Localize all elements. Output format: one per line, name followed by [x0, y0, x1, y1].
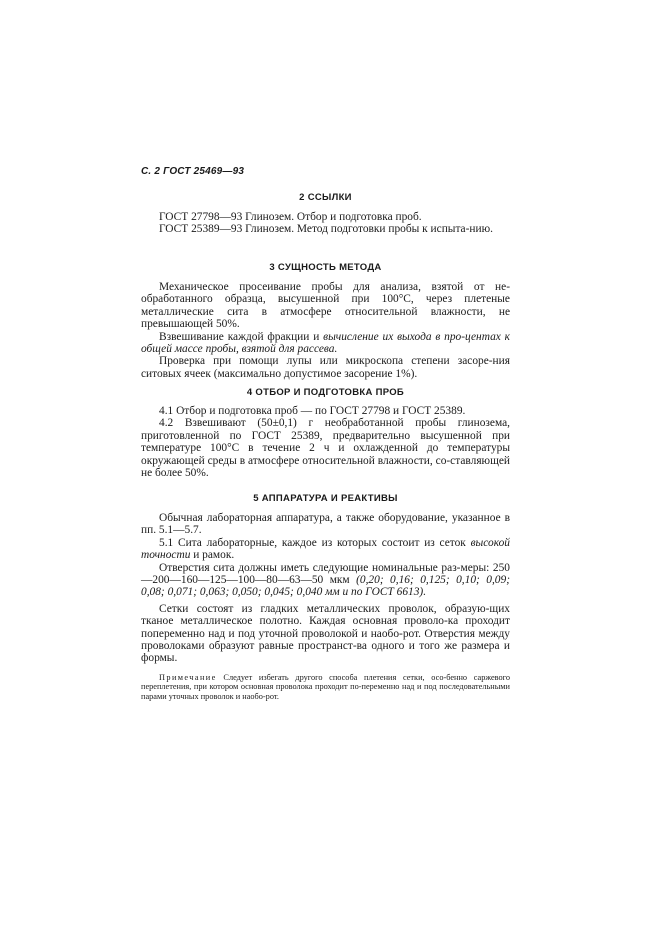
section-3-body: [141, 281, 510, 380]
sieve-sizes-text: Отверстия сита должны иметь следующие номинальные раз-меры: 250—200—160—125—100—80—63—50 мкм: [141, 561, 510, 587]
method-paragraph-2-italic: вычисление их выхода в про-центах к общей массе пробы, взятой для рассева.: [141, 330, 510, 356]
section-5: [141, 493, 510, 504]
clause-4-2: 4.2 Взвешивают (50±0,1) г необработанной пробы глинозема, приготовленной по ГОСТ 25389, предварительно высушенной при температуре 100°С в течение 2 ч и охлажденной до температуры окружающей среды в атмосфере относительной влажности, со-ставляющей не более 50%.: [141, 417, 510, 480]
running-head: С. 2 ГОСТ 25469—93: [141, 166, 245, 177]
reference-1: ГОСТ 27798—93 Глинозем. Отбор и подготовка проб.: [159, 211, 422, 223]
section-2-heading: 2 ССЫЛКИ: [299, 192, 352, 203]
equipment-paragraph: Обычная лабораторная аппаратура, а также оборудование, указанное в пп. 5.1—5.7.: [141, 512, 510, 537]
section-2: [141, 192, 510, 203]
section-5-heading: 5 АППАРАТУРА И РЕАКТИВЫ: [253, 493, 398, 504]
note-text: Следует избегать другого способа плетения сетки, осо-бенно саржевого переплетения, при котором основная проволока проходит по-переменно над и под последовательными парами уточных проволок и наобо-рот.: [141, 672, 510, 702]
section-3: [141, 262, 510, 273]
section-4-body: [141, 405, 510, 479]
note-label: Примечание: [159, 672, 217, 682]
section-3-heading: 3 СУЩНОСТЬ МЕТОДА: [269, 262, 382, 273]
section-4: [141, 387, 510, 398]
clause-5-1-text: 5.1 Сита лабораторные, каждое из которых состоит из сеток: [159, 536, 471, 549]
reference-2: ГОСТ 25389—93 Глинозем. Метод подготовки пробы к испыта-нию.: [159, 223, 493, 236]
section-4-heading: 4 ОТБОР И ПОДГОТОВКА ПРОБ: [246, 387, 405, 398]
note: [141, 673, 510, 702]
mesh-paragraph: Сетки состоят из гладких металлических проволок, образую-щих тканое металлическое полотно. Каждая основная проволо-ка проходит попеременно над и под уточной проволокой и наобо-рот. Отверстия между проволоками образуют равные пространст-ва одного и того же размера и формы.: [141, 602, 510, 665]
sieve-sizes-paragraph: [141, 562, 510, 599]
sieve-sizes-italic: (0,20; 0,16; 0,125; 0,10; 0,09; 0,08; 0,071; 0,063; 0,050; 0,045; 0,040 мм и по ГОСТ 6613).: [141, 574, 510, 599]
clause-5-1-italic: высокой точности: [141, 536, 510, 562]
method-paragraph-3: Проверка при помощи лупы или микроскопа степени засоре-ния ситовых ячеек (максимально допустимое засорение 1%).: [141, 355, 510, 380]
clause-5-1: [141, 537, 510, 562]
section-2-body: [141, 211, 510, 236]
method-paragraph-1: Механическое просеивание пробы для анализа, взятой от не-обработанного образца, высушенной при 100°С, через плетеные металлические сита в атмосфере относительной влажности, не превышающей 50%.: [141, 281, 510, 331]
method-paragraph-2: [141, 331, 510, 356]
section-5-body: [141, 512, 510, 702]
clause-4-1: 4.1 Отбор и подготовка проб — по ГОСТ 27798 и ГОСТ 25389.: [159, 405, 466, 417]
clause-5-1-tail: и рамок.: [190, 549, 235, 562]
method-paragraph-2-text: Взвешивание каждой фракции и: [159, 330, 324, 343]
